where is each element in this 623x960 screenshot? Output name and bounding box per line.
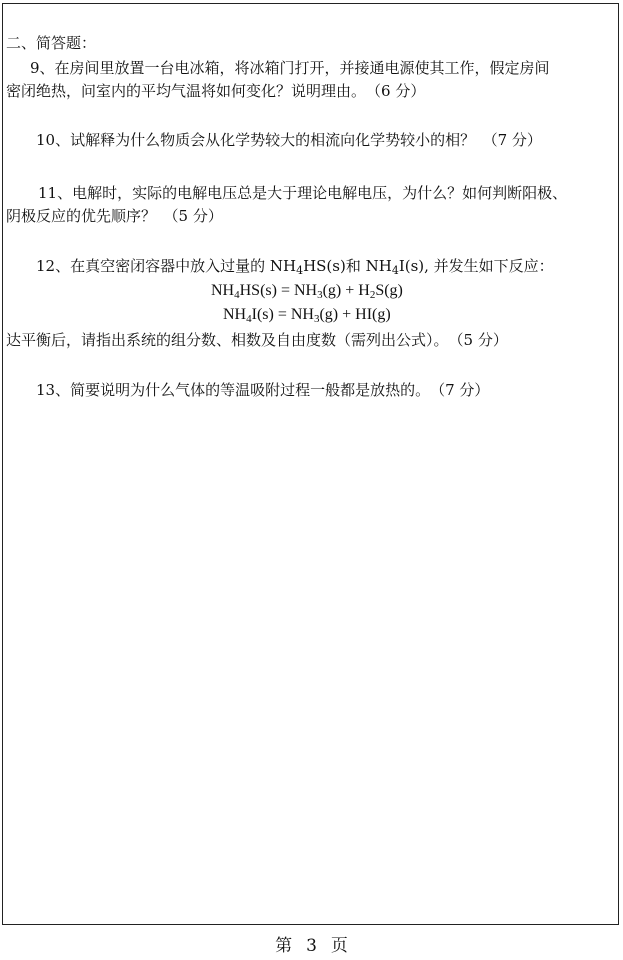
reaction-equation-1: $NH_4HS(s) = NH_3(g) + H_2S(g)$ — [211, 282, 403, 301]
question-12-intro: 12、在真空密闭容器中放入过量的 $NH_4HS(s)$和 $NH_4I(s)$, 并发生如下反应： — [36, 257, 554, 277]
page-footer — [0, 934, 623, 958]
question-13-text: 13、简要说明为什么气体的等温吸附过程一般都是放热的。 （7 分） — [36, 381, 490, 399]
question-12-tail: 达平衡后，请指出系统的组分数、相数及自由度数（需列出公式）。 （5 分） — [6, 331, 508, 349]
question-9-line-1: 9、在房间里放置一台电冰箱，将冰箱门打开，并接通电源使其工作，假定房间 — [30, 59, 550, 77]
question-11-line-1: 11、电解时，实际的电解电压总是大于理论电解电压，为什么？如何判断阳极、 — [38, 184, 568, 202]
page-number: 3 — [306, 936, 317, 956]
reaction-equation-2: $NH_4I(s) = NH_3(g) + HI(g)$ — [223, 306, 391, 325]
question-9-line-2: 密闭绝热，问室内的平均气温将如何变化？说明理由。 （6 分） — [6, 82, 426, 100]
footer-suffix: 页 — [330, 936, 348, 956]
section-heading: 二、简答题： — [6, 34, 97, 52]
question-11-line-2: 阴极反应的优先顺序？ （5 分） — [6, 207, 223, 225]
question-10-text: 10、试解释为什么物质会从化学势较大的相流向化学势较小的相？ （7 分） — [36, 131, 542, 149]
footer-prefix: 第 — [275, 936, 293, 956]
